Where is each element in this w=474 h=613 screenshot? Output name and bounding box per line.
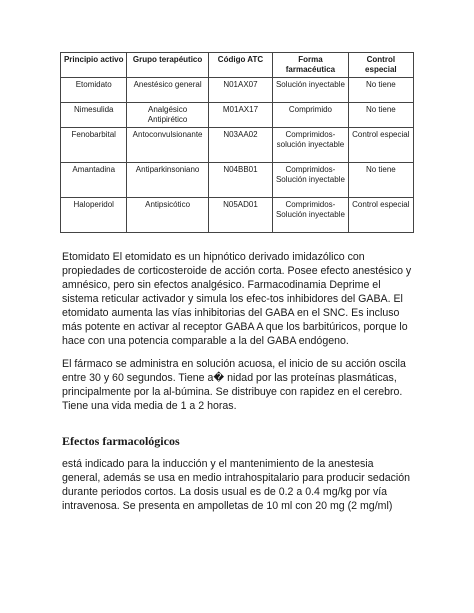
section-heading-efectos: Efectos farmacológicos — [62, 434, 180, 448]
cell-principio-activo: Amantadina — [61, 163, 127, 198]
header-codigo-atc: Código ATC — [208, 53, 272, 78]
cell-control-especial: No tiene — [348, 163, 413, 198]
header-grupo-terapeutico: Grupo terapéutico — [127, 53, 208, 78]
cell-forma-farmaceutica: Comprimido — [273, 103, 348, 128]
header-control-especial: Control especial — [348, 53, 413, 78]
cell-principio-activo: Nimesulida — [61, 103, 127, 128]
cell-forma-farmaceutica: Comprimidos-Solución inyectable — [273, 198, 348, 233]
cell-forma-farmaceutica: Solución inyectable — [273, 78, 348, 103]
cell-control-especial: No tiene — [348, 78, 413, 103]
cell-control-especial: Control especial — [348, 198, 413, 233]
header-forma-farmaceutica: Forma farmacéutica — [273, 53, 348, 78]
cell-grupo-terapeutico: Antiparkinsoniano — [127, 163, 208, 198]
cell-forma-farmaceutica: Comprimidos-solución inyectable — [273, 128, 348, 163]
cell-grupo-terapeutico: Anestésico general — [127, 78, 208, 103]
cell-codigo-atc: M01AX17 — [208, 103, 272, 128]
paragraph-administracion: El fármaco se administra en solución acuosa, el inicio de su acción oscila entre 30 y 60 segundos. Tiene a� nidad por las proteínas plasmáticas, principalmente por la al-búmina. Se distribuye con rapidez en el cerebro. Tiene una vida media de 1 a 2 horas. — [62, 358, 406, 412]
table-row — [61, 198, 414, 233]
paragraph-etomidato-intro: Etomidato El etomidato es un hipnótico derivado imidazólico con propiedades de corticosteroide de acción corta. Posee efecto anestésico y amnésico, pero sin efectos analgésico. Farmacodinamia Deprime el sistema reticular activador y simula los efec-tos inhibidores del GABA. El etomidato aumenta las vías inhibitorias del GABA en el SNC. Es incluso más potente en activar al receptor GABA A que los barbitúricos, porque lo hace con una potencia comparable a la del GABA endógeno. — [62, 251, 412, 347]
cell-principio-activo: Etomidato — [61, 78, 127, 103]
header-principio-activo: Principio activo — [61, 53, 127, 78]
cell-codigo-atc: N04BB01 — [208, 163, 272, 198]
cell-codigo-atc: N01AX07 — [208, 78, 272, 103]
table-row — [61, 163, 414, 198]
cell-control-especial: No tiene — [348, 103, 413, 128]
paragraph-indicaciones: está indicado para la inducción y el mantenimiento de la anestesia general, además se usa en medio intrahospitalario para producir sedación durante periodos cortos. La dosis usual es de 0.2 a 0.4 mg/kg por vía intravenosa. Se presenta en ampolletas de 10 ml con 20 mg (2 mg/ml) — [62, 458, 411, 512]
cell-grupo-terapeutico: Analgésico Antipirético — [127, 103, 208, 128]
cell-codigo-atc: N03AA02 — [208, 128, 272, 163]
table-row — [61, 78, 414, 103]
cell-grupo-terapeutico: Antipsicótico — [127, 198, 208, 233]
table-row — [61, 103, 414, 128]
cell-codigo-atc: N05AD01 — [208, 198, 272, 233]
cell-control-especial: Control especial — [348, 128, 413, 163]
cell-grupo-terapeutico: Antoconvulsionante — [127, 128, 208, 163]
cell-forma-farmaceutica: Comprimidos-Solución inyectable — [273, 163, 348, 198]
table-row — [61, 128, 414, 163]
table-header-row — [61, 53, 414, 78]
drug-table — [60, 52, 414, 233]
cell-principio-activo: Haloperidol — [61, 198, 127, 233]
cell-principio-activo: Fenobarbital — [61, 128, 127, 163]
